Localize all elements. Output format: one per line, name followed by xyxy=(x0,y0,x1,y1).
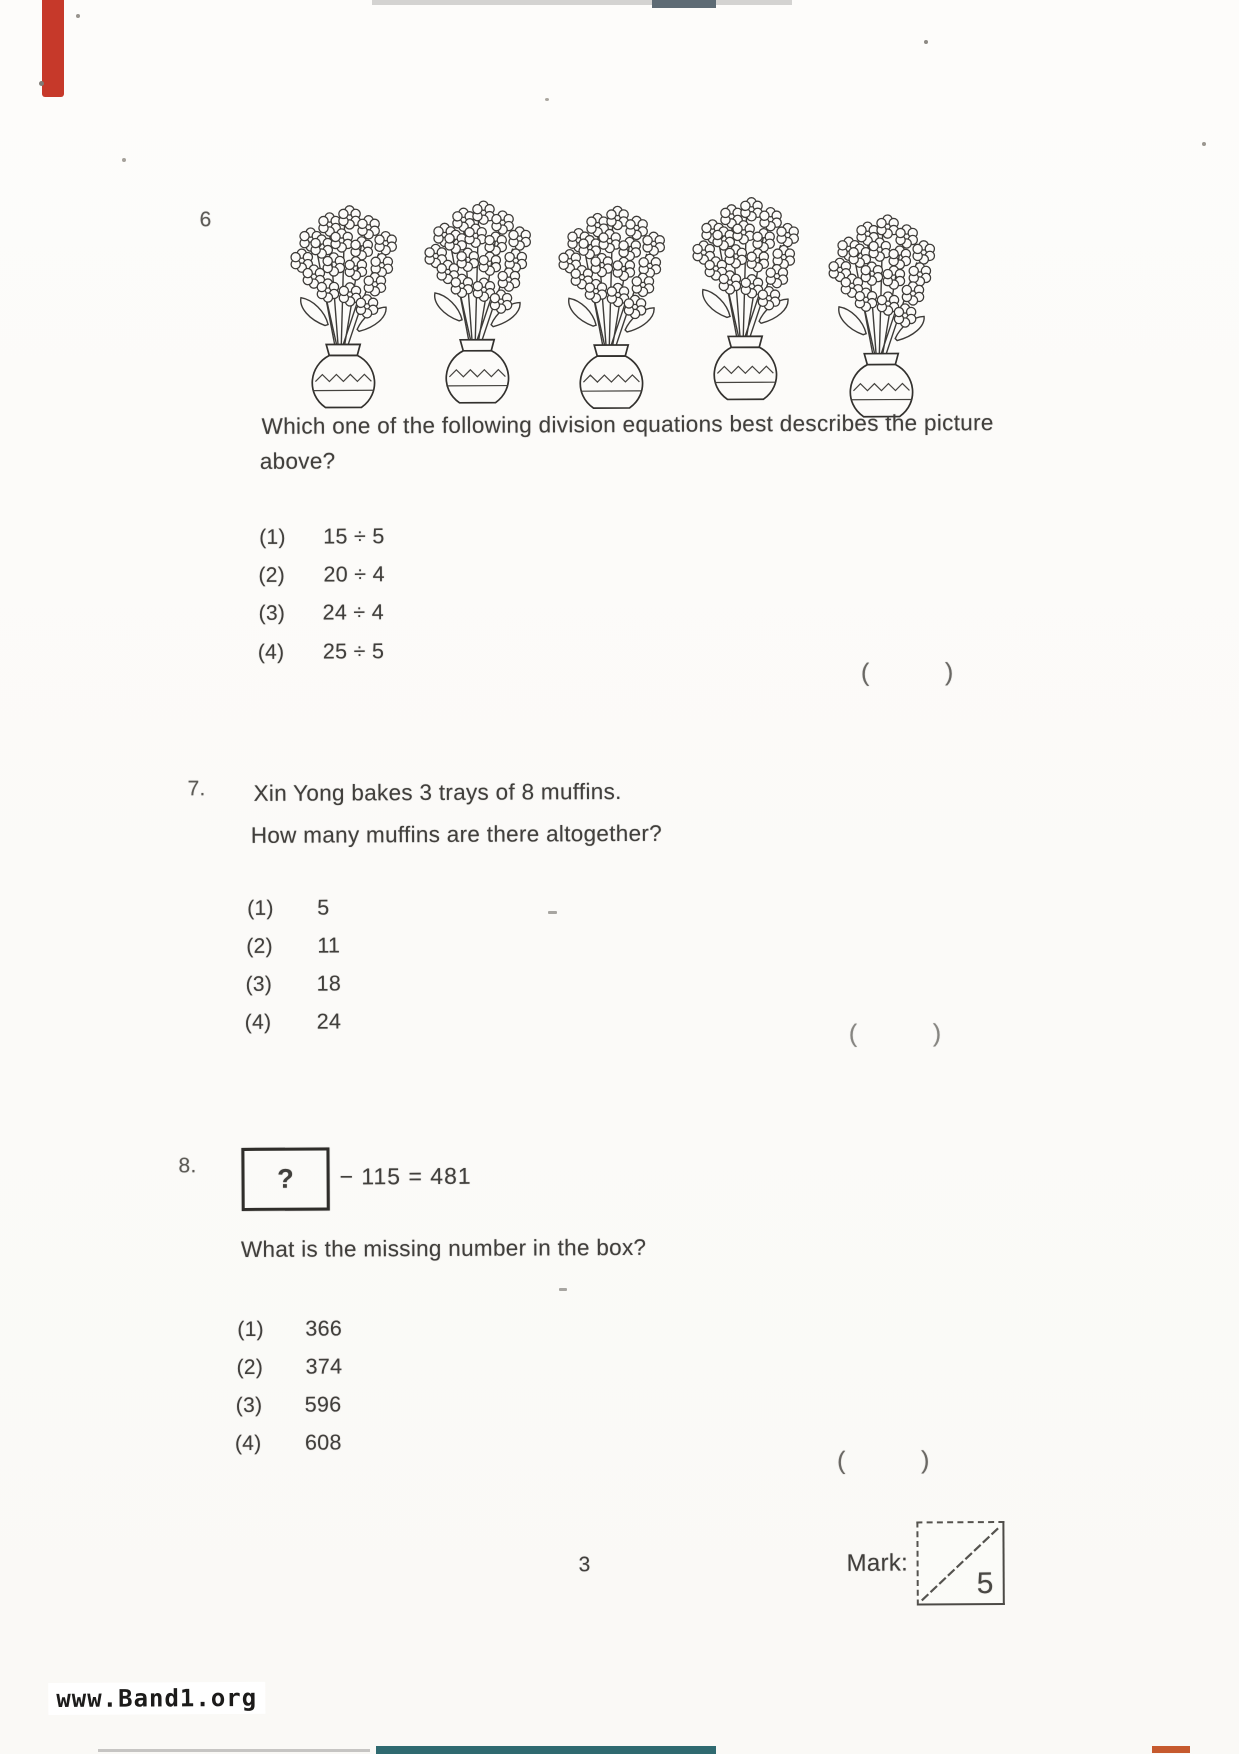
equation-rest: − 115 = 481 xyxy=(339,1162,472,1190)
option-value: 608 xyxy=(304,1430,342,1455)
equation-missing-number-box: ? xyxy=(241,1148,329,1211)
option-value: 24 ÷ 4 xyxy=(322,600,385,625)
answer-bracket-open: ( xyxy=(836,1446,846,1475)
option-label: (3) xyxy=(235,1393,263,1418)
option-label: (1) xyxy=(247,896,274,920)
option-label: (3) xyxy=(245,972,273,996)
question-7-prompt-line2: How many muffins are there altogether? xyxy=(250,820,663,848)
option-value: 20 ÷ 4 xyxy=(323,562,385,587)
question-6-prompt-line1: Which one of the following division equations best describes the picture xyxy=(261,410,994,439)
mark-box xyxy=(916,1521,1004,1605)
option-label: (3) xyxy=(258,601,286,625)
answer-bracket-close: ) xyxy=(944,658,954,687)
flower-vases-illustration xyxy=(272,188,963,434)
answer-bracket-close: ) xyxy=(920,1446,930,1475)
mark-label: Mark: xyxy=(846,1549,909,1577)
option-label: (1) xyxy=(237,1317,265,1342)
page-number: 3 xyxy=(578,1553,591,1577)
option-value: 18 xyxy=(316,971,342,996)
question-8-number: 8. xyxy=(178,1154,197,1178)
answer-bracket-open: ( xyxy=(860,658,870,687)
question-6-prompt-line2: above? xyxy=(259,448,336,474)
answer-bracket-open: ( xyxy=(848,1019,858,1048)
vase-icon xyxy=(829,215,935,417)
question-6-number: 6 xyxy=(199,208,212,232)
mark-value: 5 xyxy=(976,1567,994,1601)
option-label: (1) xyxy=(259,525,286,549)
vase-icon xyxy=(291,206,397,408)
option-value: 15 ÷ 5 xyxy=(323,524,385,549)
option-value: 24 xyxy=(316,1009,342,1034)
option-label: (2) xyxy=(258,563,286,587)
option-value: 5 xyxy=(317,895,330,920)
vase-icon xyxy=(425,201,531,403)
option-label: (4) xyxy=(257,640,285,664)
option-value: 374 xyxy=(305,1354,343,1379)
vase-icon xyxy=(693,197,799,399)
question-7-prompt-line1: Xin Yong bakes 3 trays of 8 muffins. xyxy=(253,778,622,806)
option-label: (2) xyxy=(246,934,273,958)
question-8-prompt: What is the missing number in the box? xyxy=(240,1234,647,1262)
option-value: 25 ÷ 5 xyxy=(322,639,385,664)
watermark: www.Band1.org xyxy=(48,1682,265,1715)
option-value: 596 xyxy=(304,1392,342,1417)
option-value: 366 xyxy=(305,1316,343,1341)
option-label: (4) xyxy=(244,1010,272,1034)
vase-icon xyxy=(559,206,665,408)
answer-bracket-close: ) xyxy=(932,1019,942,1048)
option-label: (4) xyxy=(234,1431,262,1456)
option-value: 11 xyxy=(317,933,341,958)
option-label: (2) xyxy=(236,1355,264,1380)
question-7-number: 7. xyxy=(187,777,206,801)
